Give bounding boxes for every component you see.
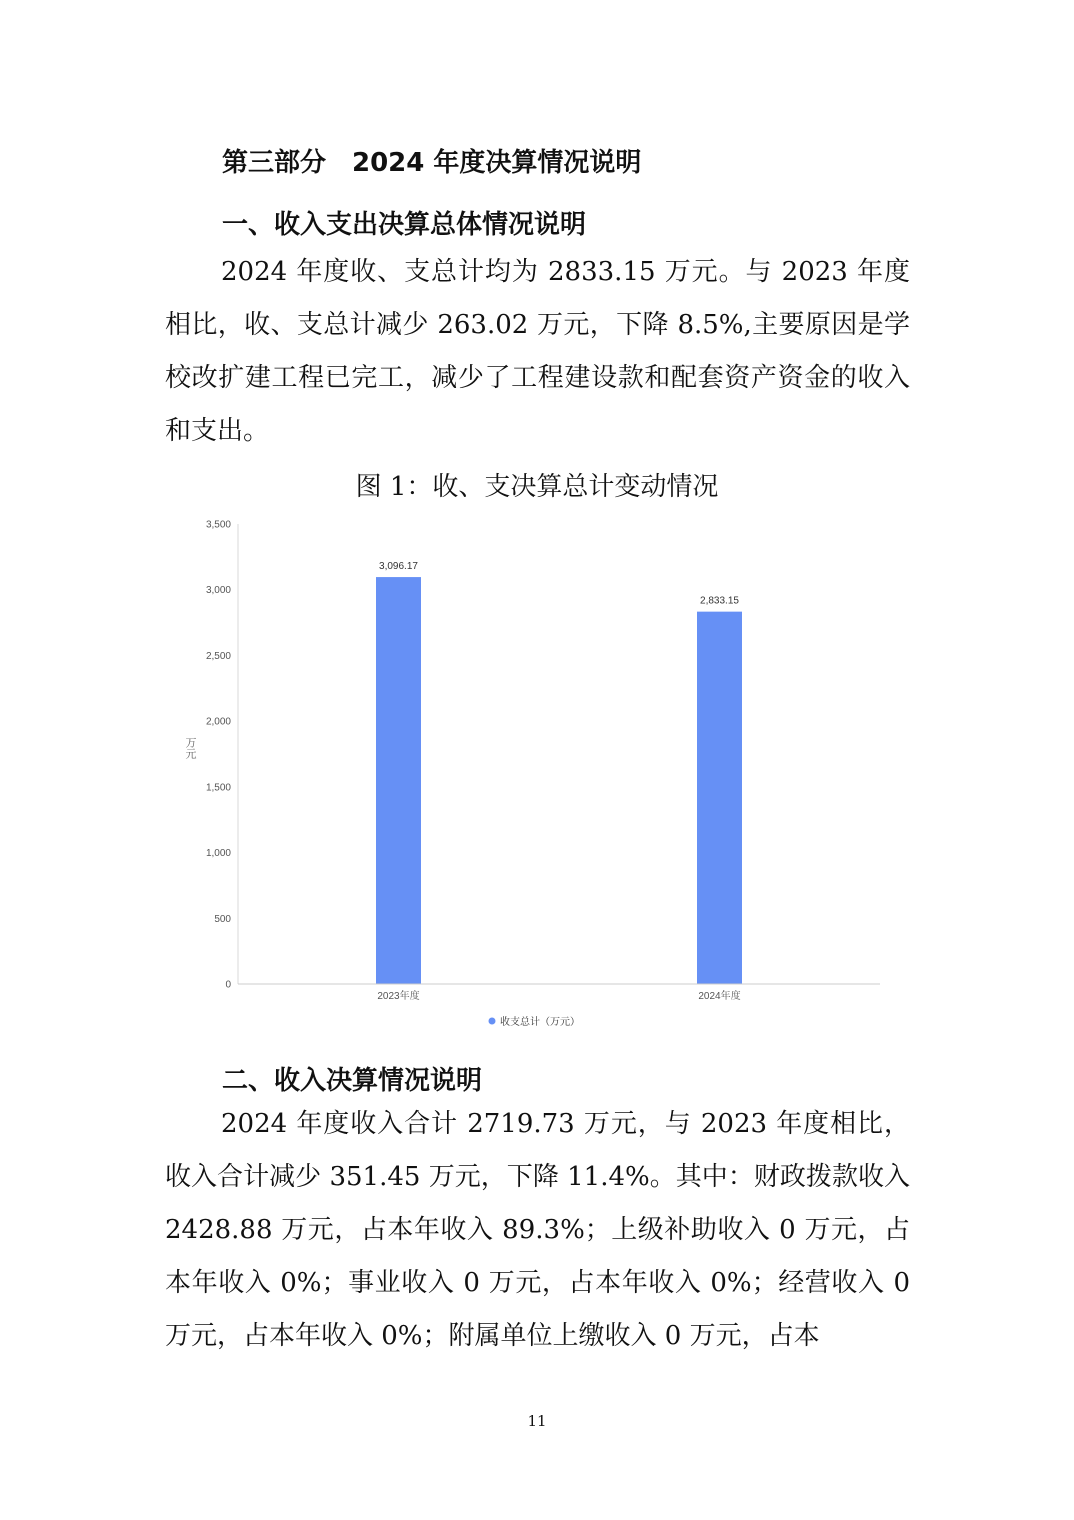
bar [697,612,742,984]
chart-bars [376,561,742,984]
y-axis-label: 万元 [184,737,196,759]
legend-label: 收支总计（万元） [500,1017,580,1028]
x-tick-label: 2023年度 [377,991,420,1002]
section-1-heading: 一、收入支出决算总体情况说明 [222,210,587,240]
y-tick-label: 500 [214,913,231,925]
income-expenditure-bar-chart [160,505,920,1045]
bar-value-label: 2,833.15 [700,595,739,607]
page-number: 11 [527,1412,547,1430]
section-2-paragraph: 2024 年度收入合计 2719.73 万元，与 2023 年度相比，收入合计减少 351.45 万元，下降 11.4%。其中：财政拨款收入 2428.88 万元，占本年收入 89.3%；上级补助收入 0 万元，占本年收入 0%；事业收入 0 万元，占本年收入 0%；经营收入 0 万元，占本年收入 0%；附属单位上缴收入 0 万元，占本 [165,1109,910,1351]
y-tick-label: 3,500 [205,519,231,531]
figure-1-caption: 图 1：收、支决算总计变动情况 [355,472,719,502]
y-tick-label: 2,500 [205,650,231,662]
part-title: 第三部分 2024 年度决算情况说明 [222,148,642,178]
y-tick-label: 0 [225,979,231,991]
y-tick-label: 3,000 [205,585,231,597]
x-tick-label: 2024年度 [698,991,741,1002]
x-axis [238,984,880,1002]
y-tick-label: 1,500 [205,782,231,794]
section-1-paragraph: 2024 年度收、支总计均为 2833.15 万元。与 2023 年度相比，收、支总计减少 263.02 万元，下降 8.5%,主要原因是学校改扩建工程已完工，减少了工程建设款和配套资产资金的收入和支出。 [165,257,910,446]
bar [376,577,421,984]
bar-value-label: 3,096.17 [379,561,418,573]
section-2-heading: 二、收入决算情况说明 [222,1066,483,1096]
legend-marker [489,1018,496,1025]
y-axis [206,520,238,991]
y-tick-label: 1,000 [205,848,231,860]
chart-legend [489,1015,581,1028]
y-tick-label: 2,000 [205,716,231,728]
